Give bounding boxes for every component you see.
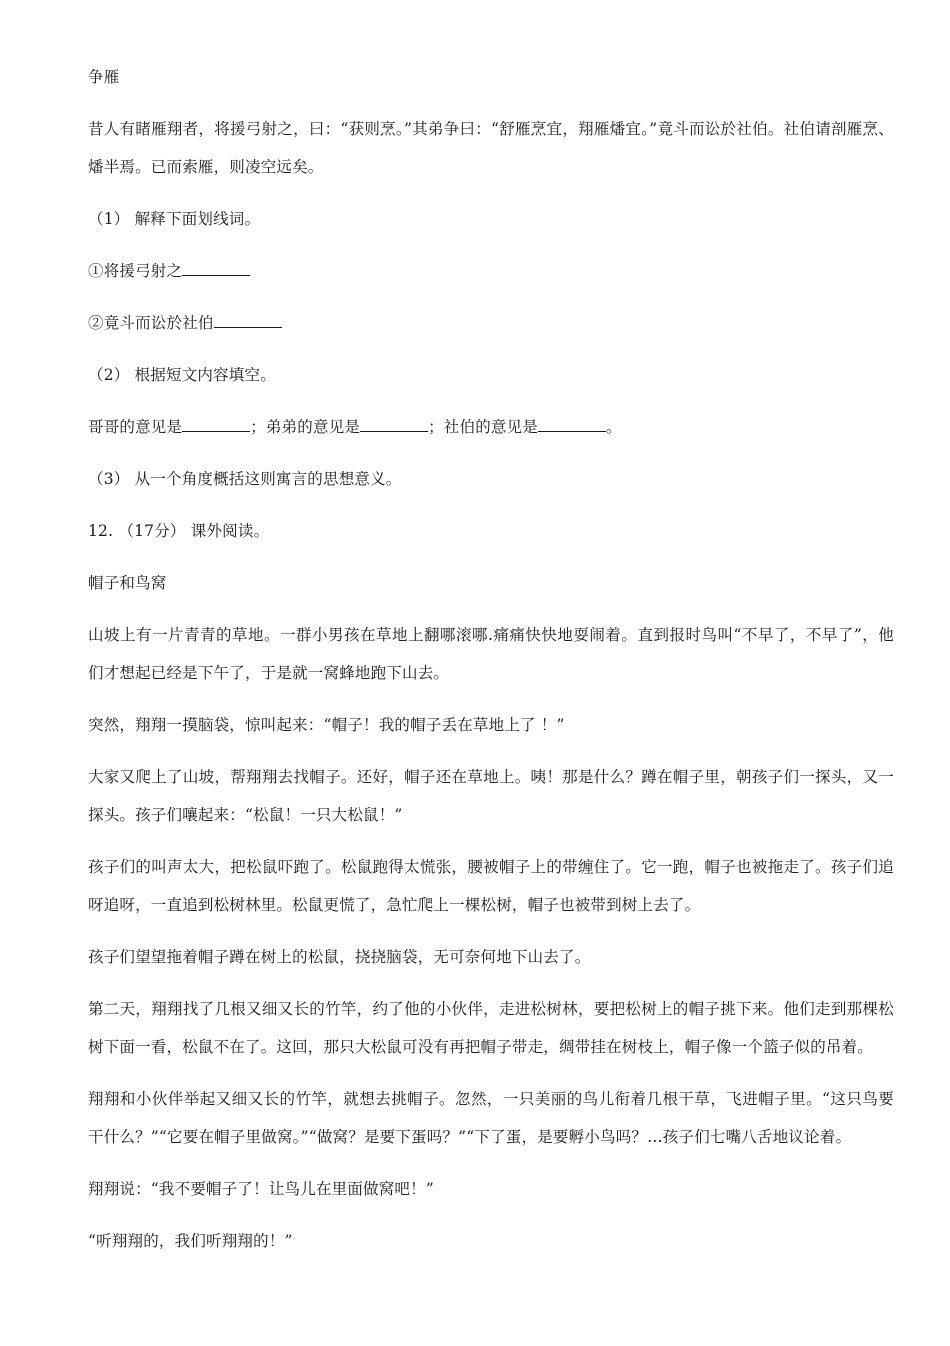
passage-2-paragraph: 孩子们望望拖着帽子蹲在树上的松鼠，挠挠脑袋，无可奈何地下山去了。: [88, 948, 591, 966]
document-page: [88, 58, 894, 1274]
passage-2-paragraph: 大家又爬上了山坡，帮翔翔去找帽子。还好，帽子还在草地上。咦！那是什么？蹲在帽子里，朝孩子们一探头，又一探头。孩子们嚷起来：“松鼠！一只大松鼠！”: [88, 768, 894, 824]
question-3: [88, 460, 894, 498]
passage-2-paragraph: 第二天，翔翔找了几根又细又长的竹竿，约了他的小伙伴，走进松树林，要把松树上的帽子挑下来。他们走到那棵松树下面一看，松鼠不在了。这回，那只大松鼠可没有再把帽子带走，绸带挂在树枝上，帽子像一个篮子似的吊着。: [88, 1000, 894, 1056]
passage-text-1: 昔人有睹雁翔者，将援弓射之，曰：“获则烹。”其弟争曰：“舒雁烹宜，翔雁燔宜。”竟斗而讼於社伯。社伯请剖雁烹、燔半焉。已而索雁，则凌空远矣。: [88, 120, 894, 176]
question-3-label: （3）: [88, 470, 130, 488]
answer-blank[interactable]: [214, 313, 282, 328]
question-12-prompt: 课外阅读。: [190, 522, 270, 540]
passage-2-paragraph: 山坡上有一片青青的草地。一群小男孩在草地上翻哪滚哪.痛痛快快地耍闹着。直到报时鸟叫“不早了，不早了”，他们才想起已经是下午了，于是就一窝蜂地跑下山去。: [88, 626, 894, 682]
answer-blank[interactable]: [538, 417, 606, 432]
passage-2-paragraph: 孩子们的叫声太大，把松鼠吓跑了。松鼠跑得太慌张，腰被帽子上的带缠住了。它一跑，帽子也被拖走了。孩子们追呀追呀，一直追到松树林里。松鼠更慌了，急忙爬上一棵松树，帽子也被带到树上去了。: [88, 858, 894, 914]
passage-2-paragraph: 翔翔说：“我不要帽子了！让鸟儿在里面做窝吧！”: [88, 1180, 434, 1198]
question-1-label: （1）: [88, 210, 130, 228]
question-1-item-1: [88, 252, 894, 290]
fill-part-1: 哥哥的意见是: [88, 418, 183, 436]
question-12: [88, 512, 894, 550]
passage-2-paragraph: “听翔翔的，我们听翔翔的！”: [88, 1232, 293, 1250]
question-2: [88, 356, 894, 394]
passage-title-1: 争雁: [88, 68, 120, 86]
question-12-score: （17分）: [118, 522, 186, 540]
item-2-text: ②竟斗而讼於社伯: [88, 314, 214, 332]
passage-2-paragraph: 突然，翔翔一摸脑袋，惊叫起来：“帽子！我的帽子丢在草地上了 ！”: [88, 716, 565, 734]
fill-end: 。: [606, 418, 622, 436]
question-2-prompt: 根据短文内容填空。: [134, 366, 276, 384]
question-1-item-2: [88, 304, 894, 342]
passage-title-2: 帽子和鸟窝: [88, 574, 167, 592]
passage-2-paragraph: 翔翔和小伙伴举起又细又长的竹竿，就想去挑帽子。忽然，一只美丽的鸟儿衔着几根干草，飞进帽子里。“这只鸟要干什么？”“它要在帽子里做窝。”“做窝？是要下蛋吗？”“下了蛋，是要孵小鸟吗？…孩子们七嘴八舌地议论着。: [88, 1090, 894, 1146]
fill-part-3: ；社伯的意见是: [428, 418, 539, 436]
question-2-label: （2）: [88, 366, 130, 384]
item-1-text: ①将援弓射之: [88, 262, 183, 280]
question-12-number: 12.: [88, 522, 114, 540]
answer-blank[interactable]: [360, 417, 428, 432]
answer-blank[interactable]: [182, 261, 250, 276]
question-1-prompt: 解释下面划线词。: [134, 210, 261, 228]
question-3-prompt: 从一个角度概括这则寓言的思想意义。: [134, 470, 402, 488]
question-2-fill: [88, 408, 894, 446]
answer-blank[interactable]: [182, 417, 250, 432]
question-1: [88, 200, 894, 238]
fill-part-2: ；弟弟的意见是: [250, 418, 361, 436]
